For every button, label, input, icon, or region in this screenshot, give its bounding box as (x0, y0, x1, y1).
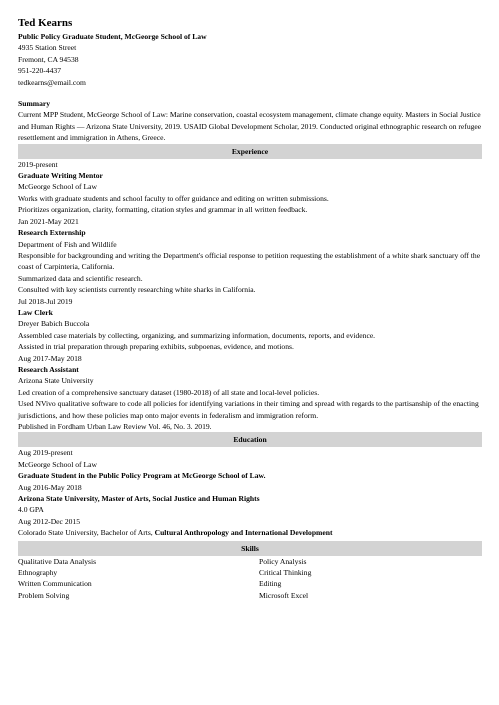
education-school: McGeorge School of Law (18, 459, 97, 469)
skills-heading: Skills (18, 541, 482, 556)
headline: Public Policy Graduate Student, McGeorge School of Law (18, 32, 207, 41)
job-line: Published in Fordham Urban Law Review Vol. 46, No. 3. 2019. (18, 422, 212, 431)
summary-heading: Summary (18, 99, 51, 109)
summary-text: Current MPP Student, McGeorge School of Law: Marine conservation, coastal ecosystem management, climate change equity. Masters in Social Justice and Human Rights — Arizona State University, 2019. USAID Global Development Scholar, 2019. Conducted original ethnographic research on refugee resettlement and immigration in Athens, Greece. (18, 110, 482, 143)
education-dates: Aug 2019-present (18, 448, 73, 458)
skill-item: Critical Thinking (259, 568, 312, 578)
job-dates: Aug 2017-May 2018 (18, 353, 82, 363)
job-org: Arizona State University (18, 376, 94, 386)
education-entry (18, 516, 482, 539)
education-dates: Aug 2012-Dec 2015 (18, 516, 81, 526)
job-line: Works with graduate students and school faculty to offer guidance and editing on written submissions. (18, 193, 329, 203)
skill-item: Qualitative Data Analysis (18, 556, 97, 566)
job-entry (18, 216, 482, 296)
education-entry (18, 447, 482, 481)
resume-content (18, 17, 482, 601)
job-line: Assembled case materials by collecting, organizing, and summarizing information, documents, reports, and evidence. (18, 330, 376, 340)
job-line: Summarized data and scientific research. (18, 273, 143, 283)
job-entry (18, 353, 482, 433)
job-title: Research Externship (18, 228, 86, 238)
job-entry (18, 159, 482, 216)
education-heading: Education (18, 432, 482, 447)
job-title: Graduate Writing Mentor (18, 171, 103, 181)
job-entry (18, 296, 482, 353)
education-degree: Arizona State University, Master of Arts, Social Justice and Human Rights (18, 494, 260, 504)
job-org: Dreyer Babich Buccola (18, 319, 90, 329)
candidate-name: Ted Kearns (18, 17, 73, 29)
phone-number: 951-220-4437 (18, 66, 62, 76)
skill-item: Written Communication (18, 579, 92, 589)
skill-item: Policy Analysis (259, 556, 307, 566)
job-title: Law Clerk (18, 307, 53, 317)
job-org: McGeorge School of Law (18, 182, 97, 192)
email-address: tedkearns@email.com (18, 77, 86, 87)
skill-item: Microsoft Excel (259, 590, 309, 600)
job-line: Prioritizes organization, clarity, formatting, citation styles and grammar in all written feedback. (18, 205, 308, 215)
education-major: Cultural Anthropology and International Development (154, 528, 333, 538)
experience-heading: Experience (18, 144, 482, 159)
job-line: Assisted in trial preparation through preparing exhibits, subpoenas, evidence, and motions. (18, 342, 294, 352)
job-org: Department of Fish and Wildlife (18, 239, 117, 249)
education-degree: Graduate Student in the Public Policy Program at McGeorge School of Law. (18, 471, 266, 481)
job-line: Consulted with key scientists currently researching white sharks in California. (18, 285, 256, 295)
education-dates: Aug 2016-May 2018 (18, 482, 82, 492)
city-state-zip: Fremont, CA 94538 (18, 54, 79, 64)
skills-grid (18, 556, 482, 602)
street-address: 4935 Station Street (18, 43, 77, 53)
education-entry (18, 482, 482, 516)
education-school: Colorado State University, Bachelor of Arts, (18, 528, 155, 538)
skill-item: Problem Solving (18, 590, 70, 600)
job-title: Research Assistant (18, 364, 79, 374)
education-degree (18, 527, 482, 538)
skill-item: Ethnography (18, 568, 58, 578)
job-dates: Jul 2018-Jul 2019 (18, 296, 73, 306)
job-line: Led creation of a comprehensive sanctuary dataset (1980-2018) of all state and local-level policies. (18, 387, 320, 397)
job-dates: Jan 2021-May 2021 (18, 216, 79, 226)
job-line: Used NVivo qualitative software to code all policies for identifying variations in their timing and spread with regards to the partisanship of the enacting jurisdictions, and how these policies map onto major events in federalism and immigration reform. (18, 399, 479, 420)
skill-item: Editing (259, 579, 282, 589)
education-gpa: 4.0 GPA (18, 505, 44, 515)
job-dates: 2019-present (18, 159, 58, 169)
job-line: Responsible for backgrounding and writing the Department's official response to petition requesting the establishment of a white shark sanctuary off the coast of Carpinteria, California. (18, 250, 481, 272)
